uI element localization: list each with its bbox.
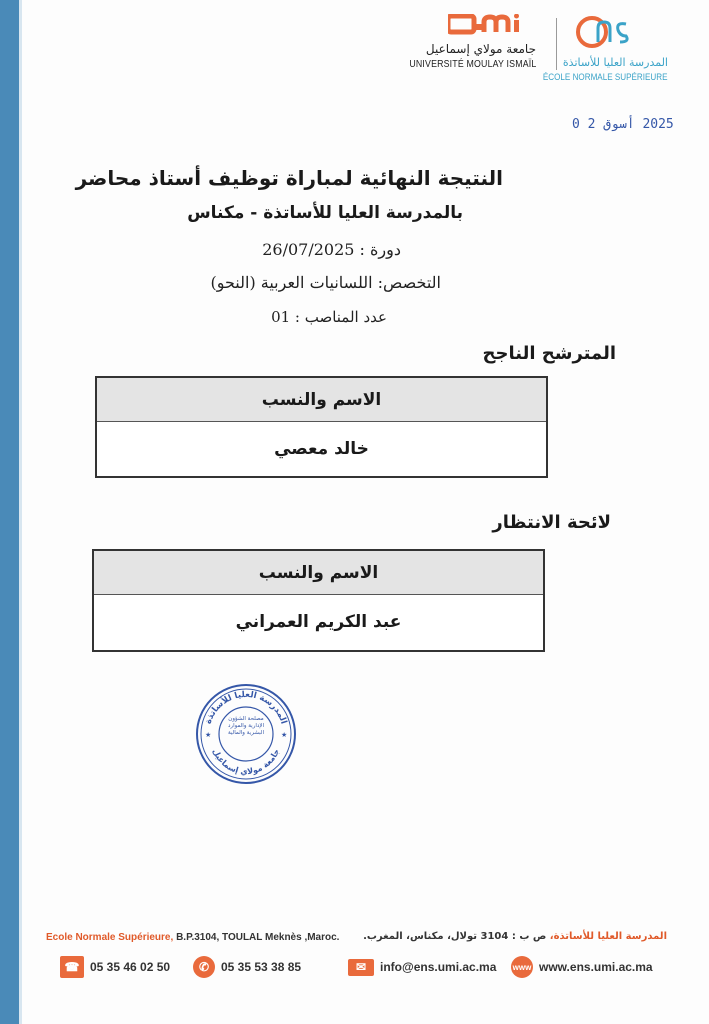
document-title: النتيجة النهائية لمباراة توظيف أستاذ محاضر xyxy=(75,166,503,190)
footer-arabic-school: المدرسة العليا للأساتذة، xyxy=(549,931,667,942)
globe-icon: www xyxy=(511,956,533,978)
phone-icon: ✆ xyxy=(193,956,215,978)
specialty: التخصص: اللسانيات العربية (النحو) xyxy=(210,273,441,292)
svg-text:★: ★ xyxy=(281,731,288,739)
scan-edge-highlight xyxy=(19,0,22,1024)
document-subtitle: بالمدرسة العليا للأساتذة - مكناس xyxy=(187,203,463,223)
phone-contact xyxy=(193,956,301,978)
ens-arabic-name: المدرسة العليا للأساتذة xyxy=(562,56,668,69)
footer-arabic-address xyxy=(363,931,667,942)
footer-french-street: B.P.3104, TOULAL Meknès ,Maroc. xyxy=(176,932,340,943)
umi-french-name: UNIVERSITÉ MOULAY ISMAÏL xyxy=(408,59,536,70)
ens-logo-mark xyxy=(574,12,634,52)
umi-logo-mark xyxy=(448,14,538,40)
waiting-list-table-header: الاسم والنسب xyxy=(94,551,543,595)
website-url[interactable]: www.ens.umi.ac.ma xyxy=(539,960,653,974)
waiting-list-table xyxy=(92,549,545,652)
winner-table xyxy=(95,376,548,478)
umi-arabic-name: جامعة مولاي إسماعيل xyxy=(425,42,536,56)
footer-french-address xyxy=(46,932,339,943)
email-address[interactable]: info@ens.umi.ac.ma xyxy=(380,960,497,974)
email-contact[interactable] xyxy=(348,956,496,978)
waiting-list-name: عبد الكريم العمراني xyxy=(235,612,402,632)
scan-edge xyxy=(0,0,19,1024)
footer-arabic-street: ص ب : 3104 تولال، مكناس، المغرب. xyxy=(363,931,547,942)
waiting-list-heading: لائحة الانتظار xyxy=(492,512,611,533)
fax-icon: ☎ xyxy=(60,956,84,978)
winner-heading: المترشح الناجح xyxy=(482,343,616,364)
envelope-icon: ✉ xyxy=(348,959,374,976)
fax-contact xyxy=(60,956,170,978)
fax-number: 05 35 46 02 50 xyxy=(90,960,171,974)
winner-name: خالد معصي xyxy=(274,438,369,459)
website-contact[interactable] xyxy=(511,956,653,978)
ens-french-name: ÉCOLE NORMALE SUPÉRIEURE xyxy=(543,72,668,82)
seal-outer-text: المدرسة العليا للأساتذة xyxy=(203,689,289,726)
session-date: دورة : 26/07/2025 xyxy=(262,240,401,259)
ens-logo xyxy=(543,12,686,82)
posts-count: عدد المناصب : 01 xyxy=(271,308,387,326)
date-stamp: 2025 أسوق 2 0 xyxy=(572,117,674,132)
footer-french-school: Ecole Normale Supérieure, xyxy=(46,932,174,943)
phone-number: 05 35 53 38 85 xyxy=(221,960,302,974)
umi-logo xyxy=(408,14,544,74)
winner-table-header: الاسم والنسب xyxy=(97,378,546,422)
seal-inner-text: مصلحة الشؤون الإدارية والموارد البشرية والمالية xyxy=(227,716,265,736)
seal-bottom-text: جامعة مولاي إسماعيل xyxy=(210,747,282,777)
logo-divider xyxy=(556,18,557,70)
official-seal xyxy=(195,683,297,785)
svg-text:★: ★ xyxy=(205,731,212,739)
